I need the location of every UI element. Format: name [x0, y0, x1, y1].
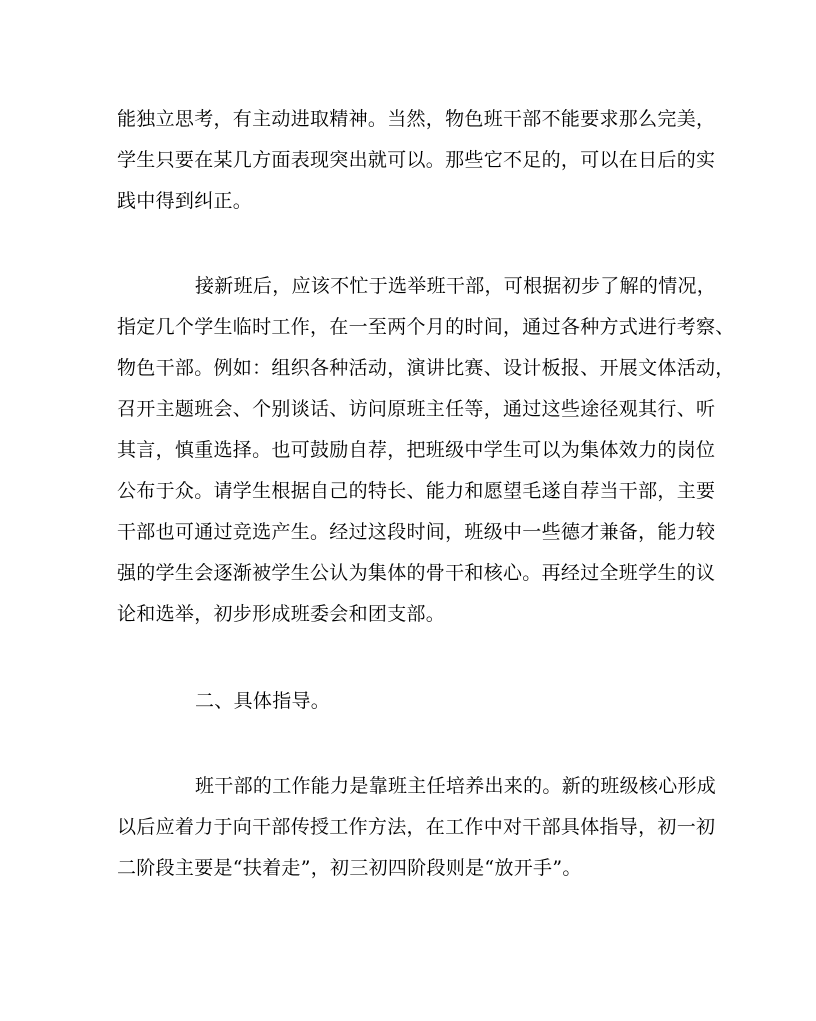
text-line: 干部也可通过竞选产生。经过这段时间，班级中一些德才兼备，能力较 — [117, 521, 716, 543]
paragraph-1 — [117, 99, 716, 222]
section-heading — [117, 681, 707, 722]
text-line: 能独立思考，有主动进取精神。当然，物色班干部不能要求那么完美， — [117, 108, 716, 130]
text-line: 召开主题班会、个别谈话、访问原班主任等，通过这些途径观其行、听 — [117, 398, 716, 420]
text-line: 以后应着力于向干部传授工作方法，在工作中对干部具体指导，初一初 — [117, 816, 716, 838]
text-line: 二阶段主要是“扶着走”，初三初四阶段则是“放开手”。 — [117, 857, 582, 879]
text-line: 公布于众。请学生根据自己的特长、能力和愿望毛遂自荐当干部，主要 — [117, 480, 716, 502]
text-line: 学生只要在某几方面表现突出就可以。那些它不足的，可以在日后的实 — [117, 149, 716, 171]
text-line: 接新班后，应该不忙于选举班干部，可根据初步了解的情况， — [195, 275, 717, 297]
heading-text: 二、具体指导。 — [195, 690, 331, 712]
text-line: 指定几个学生临时工作，在一至两个月的时间，通过各种方式进行考察、 — [117, 316, 735, 338]
text-line: 班干部的工作能力是靠班主任培养出来的。新的班级核心形成 — [195, 775, 717, 797]
paragraph-2 — [117, 266, 735, 635]
text-line: 践中得到纠正。 — [117, 190, 253, 212]
text-line: 强的学生会逐渐被学生公认为集体的骨干和核心。再经过全班学生的议 — [117, 562, 716, 584]
paragraph-4 — [117, 766, 717, 889]
text-line: 物色干部。例如：组织各种活动，演讲比赛、设计板报、开展文体活动， — [117, 357, 735, 379]
text-line: 其言，慎重选择。也可鼓励自荐，把班级中学生可以为集体效力的岗位 — [117, 439, 716, 461]
text-line: 论和选举，初步形成班委会和团支部。 — [117, 603, 446, 625]
